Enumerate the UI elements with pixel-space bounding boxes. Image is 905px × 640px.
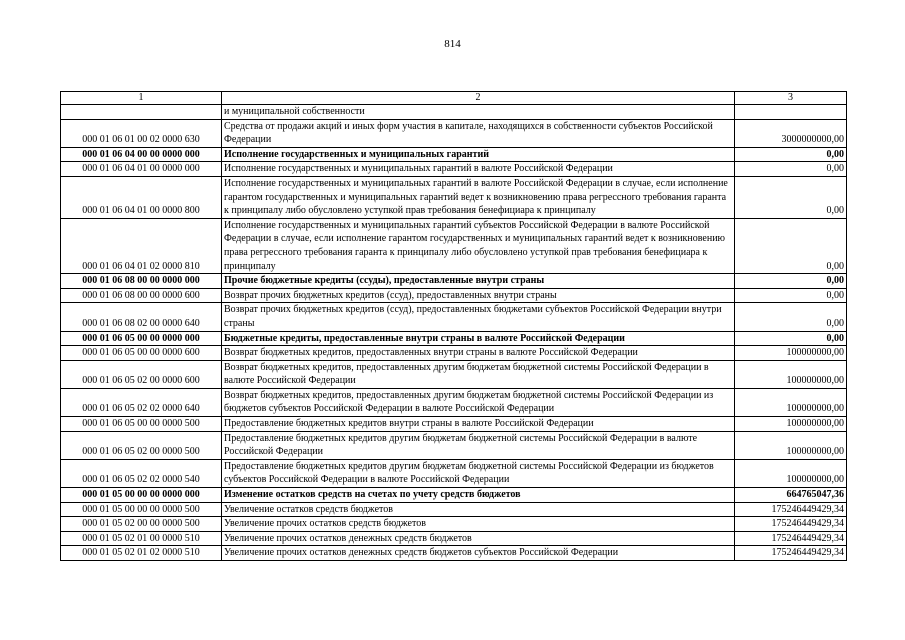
- description-cell: Изменение остатков средств на счетах по учету средств бюджетов: [222, 488, 735, 503]
- budget-code-cell: 000 01 06 04 01 00 0000 000: [61, 162, 222, 177]
- description-cell: Возврат прочих бюджетных кредитов (ссуд), предоставленных внутри страны: [222, 288, 735, 303]
- budget-code-cell: 000 01 05 02 01 00 0000 510: [61, 531, 222, 546]
- budget-code-cell: 000 01 06 05 00 00 0000 000: [61, 331, 222, 346]
- description-cell: Возврат бюджетных кредитов, предоставленных другим бюджетам бюджетной системы Российской Федерации в валюте Российской Федерации: [222, 360, 735, 388]
- table-row: [61, 288, 847, 303]
- table-row: [61, 459, 847, 487]
- amount-cell: 664765047,36: [735, 488, 847, 503]
- amount-cell: 0,00: [735, 303, 847, 331]
- description-cell: Предоставление бюджетных кредитов внутри страны в валюте Российской Федерации: [222, 417, 735, 432]
- amount-cell: 100000000,00: [735, 431, 847, 459]
- budget-code-cell: 000 01 06 01 00 02 0000 630: [61, 119, 222, 147]
- description-cell: Возврат прочих бюджетных кредитов (ссуд), предоставленных бюджетами субъектов Российской Федерации внутри страны: [222, 303, 735, 331]
- budget-sources-table: [60, 91, 847, 561]
- budget-code-cell: 000 01 06 05 02 02 0000 540: [61, 459, 222, 487]
- budget-code-cell: 000 01 06 05 02 00 0000 600: [61, 360, 222, 388]
- description-cell: Прочие бюджетные кредиты (ссуды), предоставленные внутри страны: [222, 274, 735, 289]
- column-header-name: 2: [222, 92, 735, 105]
- table-row: [61, 147, 847, 162]
- table-row: [61, 431, 847, 459]
- table-row: [61, 388, 847, 416]
- table-row: [61, 417, 847, 432]
- budget-code-cell: 000 01 06 05 02 00 0000 500: [61, 431, 222, 459]
- table-row: [61, 331, 847, 346]
- table-row: [61, 531, 847, 546]
- table-row: [61, 303, 847, 331]
- amount-cell: 100000000,00: [735, 459, 847, 487]
- budget-code-cell: 000 01 06 04 01 02 0000 810: [61, 218, 222, 273]
- column-header-code: 1: [61, 92, 222, 105]
- amount-cell: 175246449429,34: [735, 502, 847, 517]
- table-row: [61, 517, 847, 532]
- description-cell: Исполнение государственных и муниципальных гарантий в валюте Российской Федерации в случае, если исполнение гарантом государственных и муниципальных гарантий ведет к возникновению права регрессного требования гаранта к принципалу либо обусловлено уступкой прав требования бенефициара к принципалу: [222, 176, 735, 218]
- budget-code-cell: [61, 105, 222, 120]
- description-cell: Увеличение прочих остатков денежных средств бюджетов: [222, 531, 735, 546]
- table-row: [61, 546, 847, 561]
- table-row: [61, 360, 847, 388]
- page-number: 814: [444, 38, 461, 50]
- amount-cell: 0,00: [735, 331, 847, 346]
- description-cell: Увеличение прочих остатков денежных средств бюджетов субъектов Российской Федерации: [222, 546, 735, 561]
- budget-code-cell: 000 01 05 02 00 00 0000 500: [61, 517, 222, 532]
- column-header-amount: 3: [735, 92, 847, 105]
- description-cell: Предоставление бюджетных кредитов другим бюджетам бюджетной системы Российской Федерации в валюте Российской Федерации: [222, 431, 735, 459]
- description-cell: Исполнение государственных и муниципальных гарантий в валюте Российской Федерации: [222, 162, 735, 177]
- description-cell: Исполнение государственных и муниципальных гарантий субъектов Российской Федерации в валюте Российской Федерации в случае, если исполнение гарантом государственных и муниципальных гарантий ведет к возникновению права регрессного требования гаранта к принципалу либо обусловлено уступкой прав требования бенефициара к принципалу: [222, 218, 735, 273]
- description-cell: Увеличение прочих остатков средств бюджетов: [222, 517, 735, 532]
- description-cell: Возврат бюджетных кредитов, предоставленных другим бюджетам бюджетной системы Российской Федерации из бюджетов субъектов Российской Федерации в валюте Российской Федерации: [222, 388, 735, 416]
- table-row: [61, 119, 847, 147]
- table-row: [61, 218, 847, 273]
- table-row: [61, 488, 847, 503]
- budget-code-cell: 000 01 06 05 00 00 0000 600: [61, 346, 222, 361]
- amount-cell: [735, 105, 847, 120]
- budget-code-cell: 000 01 06 05 00 00 0000 500: [61, 417, 222, 432]
- amount-cell: 0,00: [735, 147, 847, 162]
- table-row: [61, 346, 847, 361]
- budget-code-cell: 000 01 06 04 00 00 0000 000: [61, 147, 222, 162]
- table-row: [61, 105, 847, 120]
- amount-cell: 100000000,00: [735, 417, 847, 432]
- description-cell: Бюджетные кредиты, предоставленные внутри страны в валюте Российской Федерации: [222, 331, 735, 346]
- amount-cell: 0,00: [735, 274, 847, 289]
- budget-code-cell: 000 01 06 08 00 00 0000 000: [61, 274, 222, 289]
- description-cell: Средства от продажи акций и иных форм участия в капитале, находящихся в собственности субъектов Российской Федерации: [222, 119, 735, 147]
- description-cell: Исполнение государственных и муниципальных гарантий: [222, 147, 735, 162]
- table-row: [61, 502, 847, 517]
- table-row: [61, 176, 847, 218]
- amount-cell: 0,00: [735, 162, 847, 177]
- description-cell: Увеличение остатков средств бюджетов: [222, 502, 735, 517]
- amount-cell: 0,00: [735, 176, 847, 218]
- description-cell: Предоставление бюджетных кредитов другим бюджетам бюджетной системы Российской Федерации из бюджетов субъектов Российской Федерации в валюте Российской Федерации: [222, 459, 735, 487]
- budget-code-cell: 000 01 05 00 00 00 0000 000: [61, 488, 222, 503]
- amount-cell: 175246449429,34: [735, 531, 847, 546]
- budget-code-cell: 000 01 06 08 02 00 0000 640: [61, 303, 222, 331]
- description-cell: и муниципальной собственности: [222, 105, 735, 120]
- amount-cell: 0,00: [735, 288, 847, 303]
- budget-code-cell: 000 01 06 04 01 00 0000 800: [61, 176, 222, 218]
- table-header-row: [61, 92, 847, 105]
- budget-code-cell: 000 01 06 05 02 02 0000 640: [61, 388, 222, 416]
- table-row: [61, 274, 847, 289]
- amount-cell: 100000000,00: [735, 360, 847, 388]
- amount-cell: 175246449429,34: [735, 546, 847, 561]
- amount-cell: 100000000,00: [735, 346, 847, 361]
- budget-code-cell: 000 01 05 00 00 00 0000 500: [61, 502, 222, 517]
- amount-cell: 100000000,00: [735, 388, 847, 416]
- amount-cell: 3000000000,00: [735, 119, 847, 147]
- table-row: [61, 162, 847, 177]
- budget-code-cell: 000 01 05 02 01 02 0000 510: [61, 546, 222, 561]
- amount-cell: 175246449429,34: [735, 517, 847, 532]
- description-cell: Возврат бюджетных кредитов, предоставленных внутри страны в валюте Российской Федерации: [222, 346, 735, 361]
- amount-cell: 0,00: [735, 218, 847, 273]
- budget-code-cell: 000 01 06 08 00 00 0000 600: [61, 288, 222, 303]
